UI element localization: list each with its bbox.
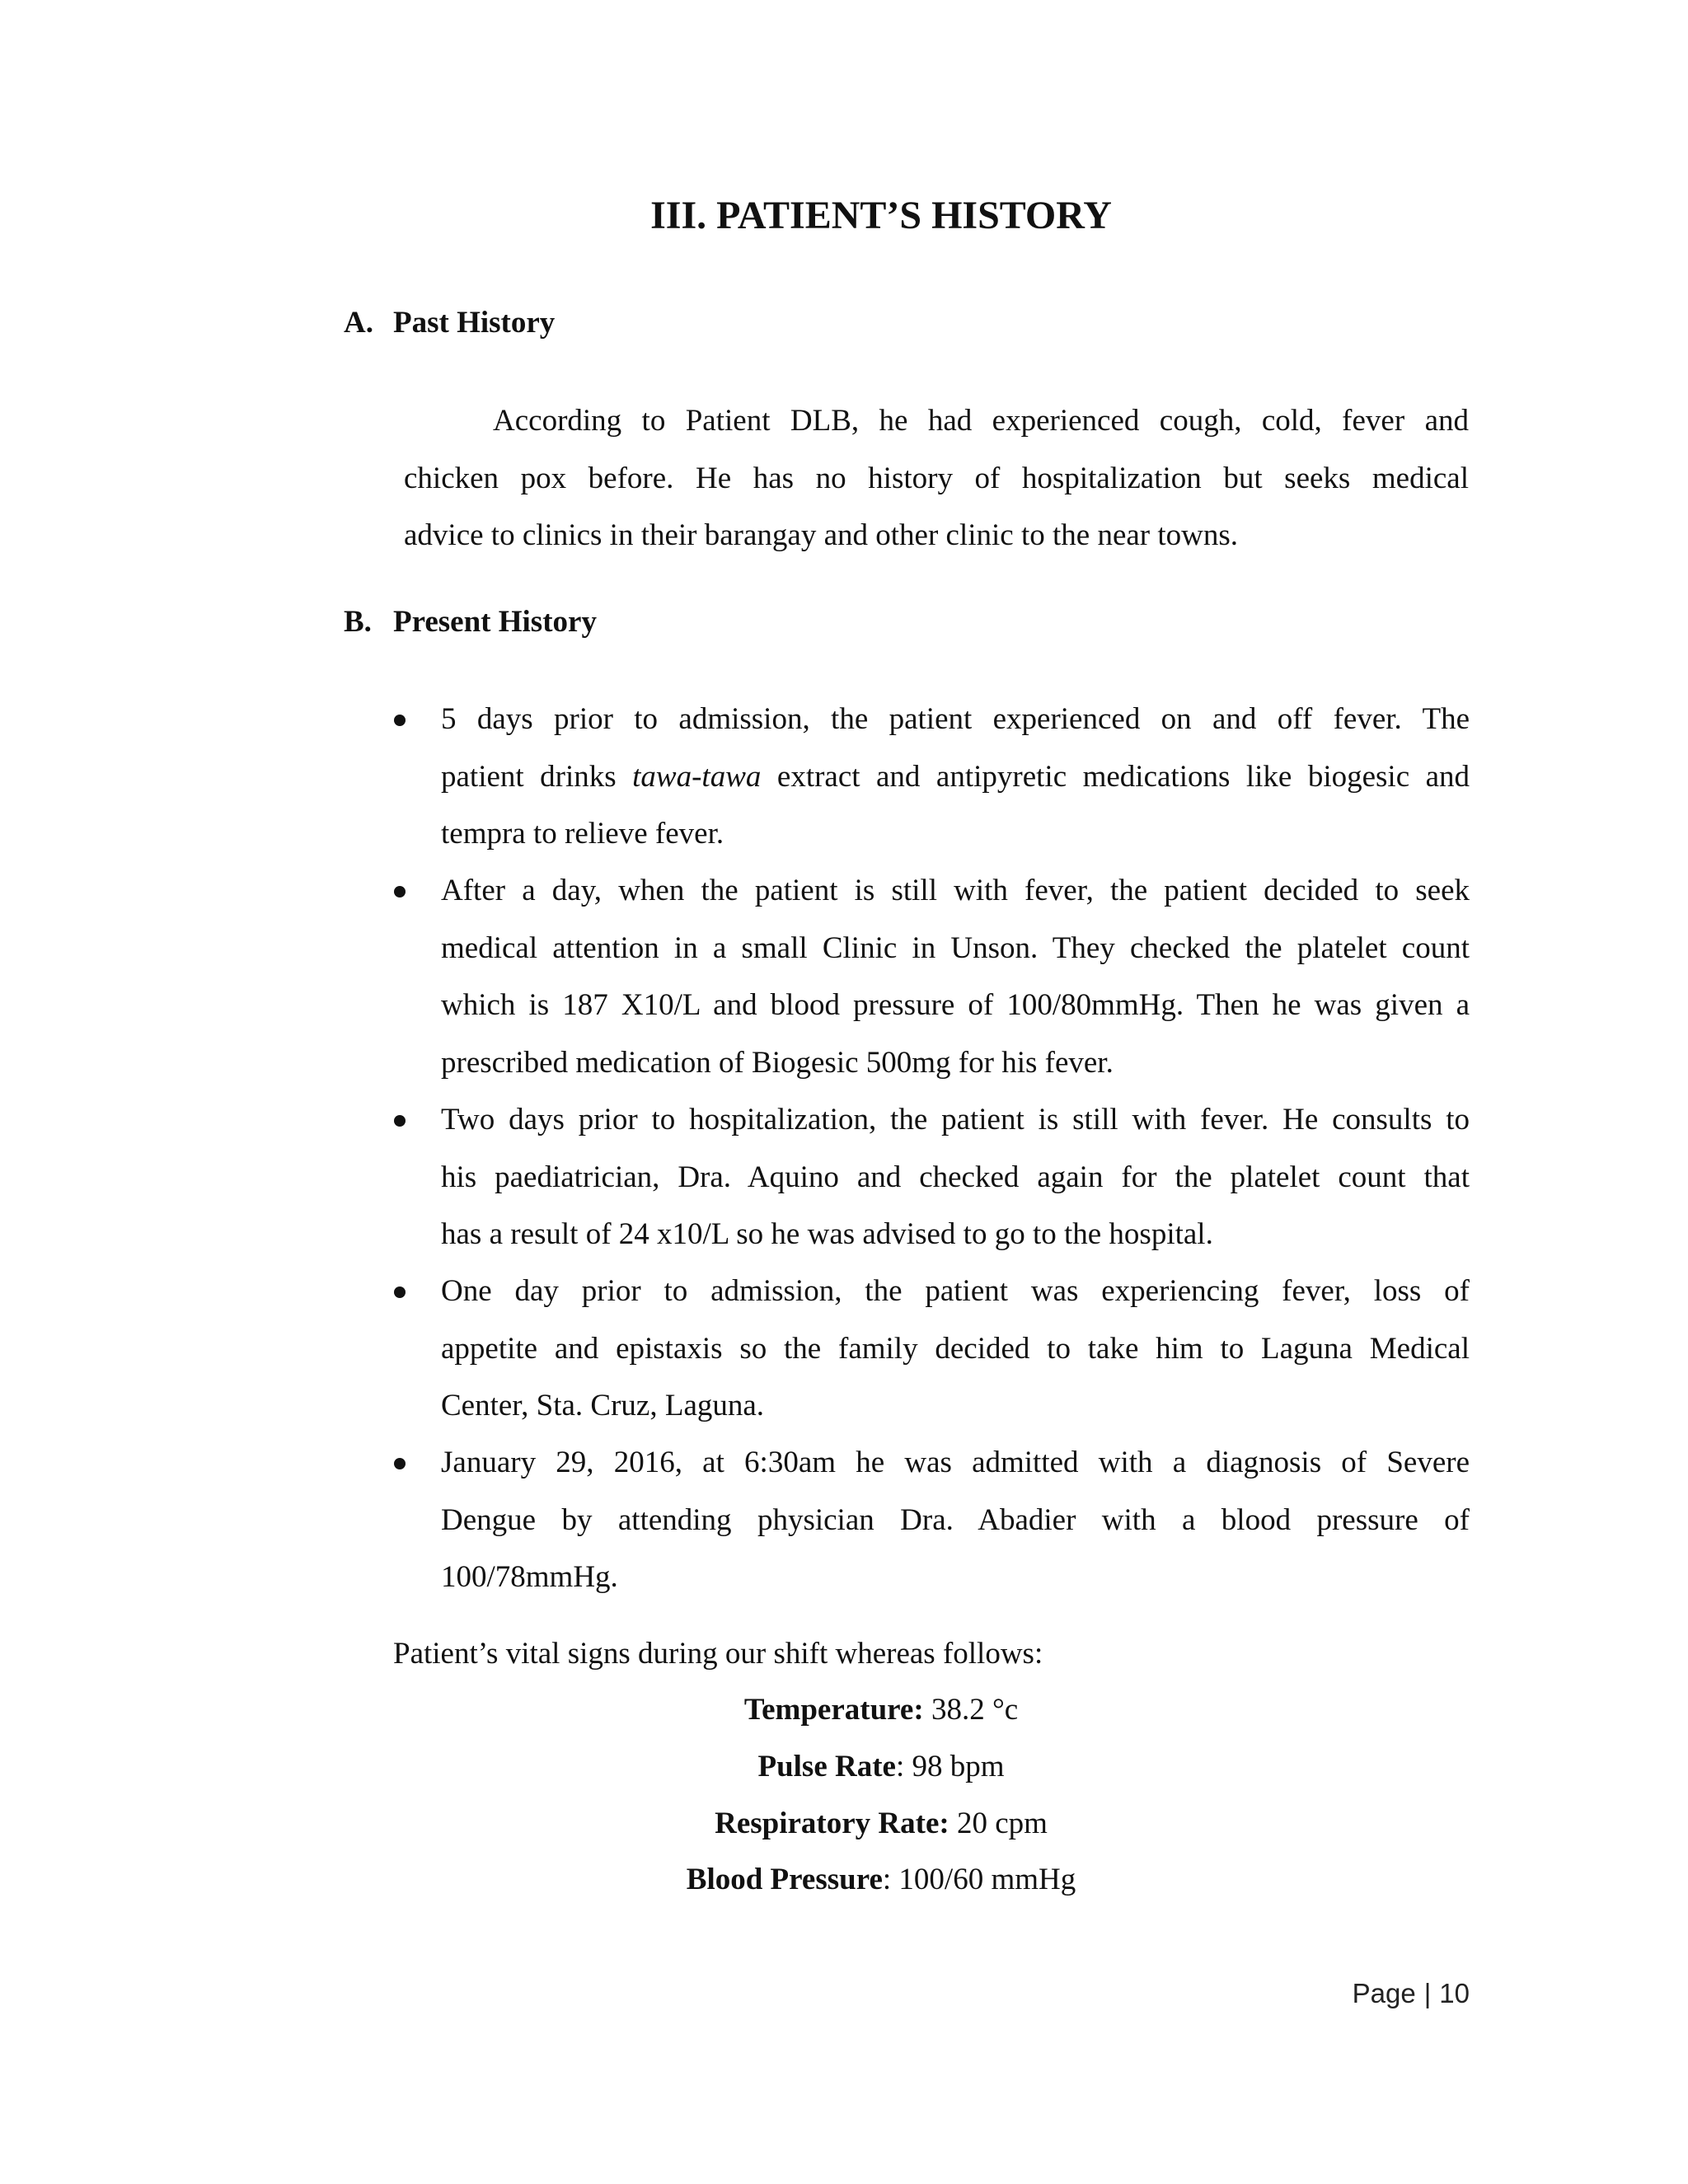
list-item-line: which is 187 X10/L and blood pressure of 100/80mmHg. Then he was given a	[441, 988, 1470, 1022]
vital-label: Temperature:	[743, 1693, 924, 1727]
list-item-line	[441, 748, 1470, 806]
past-history-line: advice to clinics in their barangay and other clinic to the near towns.	[404, 518, 1239, 552]
list-item-line: After a day, when the patient is still with fever, the patient decided to seek	[441, 874, 1470, 907]
list-item-line: 5 days prior to admission, the patient experienced on and off fever. The	[441, 702, 1470, 736]
page-separator: |	[1423, 1978, 1432, 2008]
vital-value: : 98 bpm	[895, 1750, 1005, 1783]
vital-blood-pressure	[0, 1861, 1688, 1899]
list-item-line: tempra to relieve fever.	[441, 817, 724, 851]
list-item-line: prescribed medication of Biogesic 500mg for his fever.	[441, 1045, 1114, 1080]
bullet-icon	[394, 715, 406, 726]
page-number: 10	[1439, 1978, 1470, 2008]
list-item-line: One day prior to admission, the patient was experiencing fever, loss of	[441, 1274, 1470, 1308]
list-item	[441, 1263, 1470, 1435]
past-history-line: chicken pox before. He has no history of hospitalization but seeks medical	[404, 461, 1469, 495]
list-item	[441, 862, 1470, 1091]
vital-value: 38.2 °c	[923, 1693, 1019, 1727]
section-a-title: Past History	[393, 306, 556, 340]
list-item-line: his paediatrician, Dra. Aquino and checked again for the platelet count that	[441, 1160, 1470, 1194]
italic-term: tawa-tawa	[632, 759, 762, 794]
page-title: III. PATIENT’S HISTORY	[650, 194, 1112, 237]
vital-label: Pulse Rate	[757, 1750, 896, 1783]
section-b-letter: B.	[344, 605, 372, 639]
section-a-heading	[344, 304, 555, 342]
page-word: Page	[1352, 1978, 1416, 2008]
list-item-line: Two days prior to hospitalization, the patient is still with fever. He consults to	[441, 1103, 1470, 1137]
vital-respiratory-rate	[0, 1805, 1688, 1843]
vital-value: : 100/60 mmHg	[882, 1863, 1076, 1896]
list-item	[441, 1091, 1470, 1263]
list-item-line: appetite and epistaxis so the family decided to take him to Laguna Medical	[441, 1331, 1470, 1366]
list-item	[441, 1434, 1470, 1606]
list-item-text: extract and antipyretic medications like biogesic and	[776, 759, 1470, 794]
list-item-line: has a result of 24 x10/L so he was advised to go to the hospital.	[441, 1217, 1213, 1251]
bullet-icon	[394, 886, 406, 898]
vitals-intro: Patient’s vital signs during our shift whereas follows:	[393, 1637, 1043, 1671]
bullet-icon	[394, 1115, 406, 1127]
vital-temperature	[0, 1691, 1688, 1729]
section-b-heading	[344, 603, 597, 641]
bullet-icon	[394, 1458, 406, 1469]
vital-label: Blood Pressure	[686, 1863, 883, 1896]
list-item-line: January 29, 2016, at 6:30am he was admitted with a diagnosis of Severe	[441, 1446, 1470, 1479]
past-history-paragraph	[404, 392, 1469, 565]
past-history-line: According to Patient DLB, he had experienced cough, cold, fever and	[493, 404, 1469, 438]
list-item-line: Center, Sta. Cruz, Laguna.	[441, 1389, 765, 1422]
list-item-line: medical attention in a small Clinic in Unson. They checked the platelet count	[441, 930, 1470, 965]
vital-label: Respiratory Rate:	[715, 1807, 950, 1840]
list-item-line: Dengue by attending physician Dra. Abadier with a blood pressure of	[441, 1502, 1470, 1537]
bullet-icon	[394, 1286, 406, 1298]
section-b-title: Present History	[393, 605, 597, 639]
vital-value: 20 cpm	[949, 1807, 1048, 1840]
list-item-line: 100/78mmHg.	[441, 1560, 618, 1594]
list-item	[441, 691, 1470, 863]
page-footer	[1353, 1978, 1470, 2009]
list-item-text: patient drinks	[441, 759, 617, 794]
vital-pulse-rate	[0, 1748, 1688, 1786]
section-a-letter: A.	[344, 306, 373, 340]
